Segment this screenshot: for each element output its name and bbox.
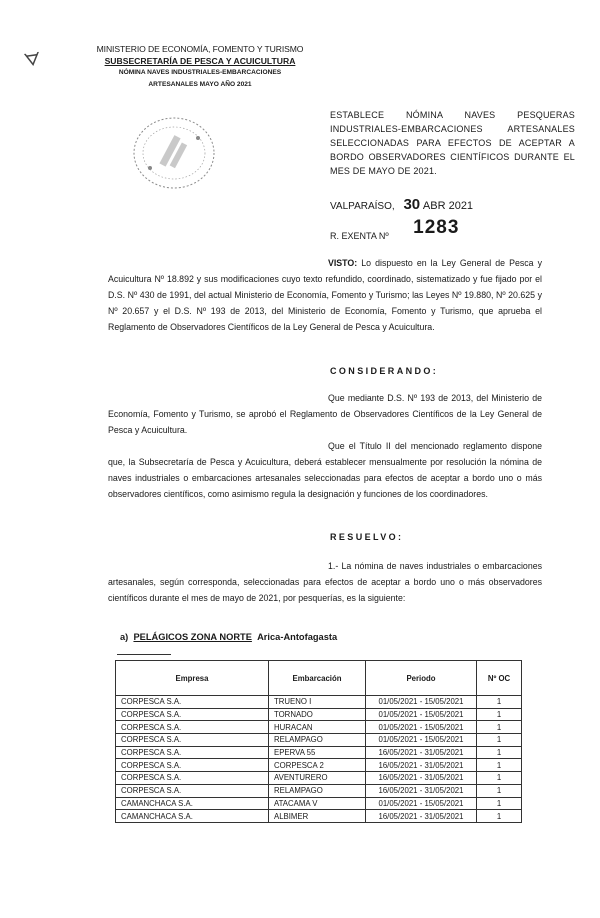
section-zone: Arica-Antofagasta bbox=[257, 632, 338, 642]
section-divider bbox=[117, 654, 171, 655]
considerando-heading: CONSIDERANDO: bbox=[330, 366, 439, 376]
cell-n-oc: 1 bbox=[477, 810, 522, 823]
cell-empresa: CORPESCA S.A. bbox=[116, 746, 269, 759]
resolution-number-line bbox=[330, 217, 460, 245]
table-header-row bbox=[116, 661, 522, 696]
cell-periodo: 01/05/2021 - 15/05/2021 bbox=[366, 708, 477, 721]
division-juridica-seal bbox=[128, 112, 220, 194]
cell-embarcacion: HURACAN bbox=[269, 721, 366, 734]
table-row bbox=[116, 810, 522, 823]
table-row bbox=[116, 772, 522, 785]
cell-empresa: CORPESCA S.A. bbox=[116, 772, 269, 785]
cell-embarcacion: AVENTURERO bbox=[269, 772, 366, 785]
cell-periodo: 16/05/2021 - 31/05/2021 bbox=[366, 784, 477, 797]
header-n-oc: Nº OC bbox=[477, 661, 522, 696]
cell-embarcacion: CORPESCA 2 bbox=[269, 759, 366, 772]
resuelvo-heading: RESUELVO: bbox=[330, 532, 404, 542]
cell-embarcacion: RELAMPAGO bbox=[269, 784, 366, 797]
cell-empresa: CAMANCHACA S.A. bbox=[116, 810, 269, 823]
document-header bbox=[70, 44, 330, 90]
date-day: 30 bbox=[403, 196, 421, 213]
cell-n-oc: 1 bbox=[477, 734, 522, 747]
resolution-summary: ESTABLECE NÓMINA NAVES PESQUERAS INDUSTRIALES-EMBARCACIONES ARTESANALES SELECCIONADAS PARA EFECTOS DE ACEPTAR A BORDO OBSERVADORES CIENTÍFICOS DURANTE EL MES DE MAYO DE 2021. bbox=[330, 110, 575, 176]
resuelvo-paragraph-1: 1.- La nómina de naves industriales o embarcaciones artesanales, según corresponda, seleccionadas para efectos de aceptar a bordo uno o más observadores científicos durante el mes de mayo de 2021, por pesquerías, es la siguiente: bbox=[108, 561, 542, 603]
table-row bbox=[116, 696, 522, 709]
cell-empresa: CORPESCA S.A. bbox=[116, 784, 269, 797]
resolution-label: R. EXENTA Nº bbox=[330, 231, 389, 241]
cell-n-oc: 1 bbox=[477, 772, 522, 785]
cell-n-oc: 1 bbox=[477, 696, 522, 709]
date-place: VALPARAÍSO, bbox=[330, 201, 395, 212]
subsecretaria-name: SUBSECRETARÍA DE PESCA Y ACUICULTURA bbox=[104, 55, 296, 66]
section-name: PELÁGICOS ZONA NORTE bbox=[133, 632, 252, 642]
cell-empresa: CAMANCHACA S.A. bbox=[116, 797, 269, 810]
header-embarcacion: Embarcación bbox=[269, 661, 366, 696]
cell-embarcacion: TORNADO bbox=[269, 708, 366, 721]
date-month-year: ABR 2021 bbox=[422, 200, 474, 212]
ministry-name: MINISTERIO DE ECONOMÍA, FOMENTO Y TURISMO bbox=[96, 44, 304, 54]
table-row bbox=[116, 746, 522, 759]
considerando-paragraph-1: Que mediante D.S. Nº 193 de 2013, del Ministerio de Economía, Fomento y Turismo, se aprobó el Reglamento de Observadores Científicos de la Ley General de Pesca y Acuicultura. bbox=[108, 393, 542, 435]
corner-handwritten-mark: ᗊ bbox=[22, 48, 43, 73]
table-row bbox=[116, 797, 522, 810]
header-subject-line-1: NÓMINA NAVES INDUSTRIALES-EMBARCACIONES bbox=[118, 69, 282, 76]
cell-periodo: 16/05/2021 - 31/05/2021 bbox=[366, 772, 477, 785]
visto-text: Lo dispuesto en la Ley General de Pesca y Acuicultura Nº 18.892 y sus modificaciones cuyo texto refundido, coordinado, sistematizado y fue fijado por el D.S. Nº 430 de 1991, del actual Ministerio de Economía, Fomento y Turismo; las Leyes Nº 19.880, Nº 20.625 y Nº 20.657 y el D.S. Nº 193 de 2013, del Ministerio de Economía, Fomento y Turismo, que aprueba el Reglamento de Observadores Científicos de la Ley General de Pesca y Acuicultura. bbox=[108, 258, 542, 332]
cell-empresa: CORPESCA S.A. bbox=[116, 696, 269, 709]
cell-periodo: 01/05/2021 - 15/05/2021 bbox=[366, 721, 477, 734]
cell-periodo: 16/05/2021 - 31/05/2021 bbox=[366, 746, 477, 759]
vessel-nomination-table bbox=[115, 660, 522, 823]
cell-n-oc: 1 bbox=[477, 759, 522, 772]
table-row bbox=[116, 721, 522, 734]
date-line bbox=[330, 196, 473, 213]
visto-label: VISTO: bbox=[328, 258, 358, 268]
table-row bbox=[116, 759, 522, 772]
header-periodo: Periodo bbox=[366, 661, 477, 696]
cell-empresa: CORPESCA S.A. bbox=[116, 708, 269, 721]
cell-periodo: 01/05/2021 - 15/05/2021 bbox=[366, 734, 477, 747]
cell-periodo: 01/05/2021 - 15/05/2021 bbox=[366, 797, 477, 810]
cell-embarcacion: RELAMPAGO bbox=[269, 734, 366, 747]
table-row bbox=[116, 784, 522, 797]
section-letter: a) bbox=[120, 632, 129, 642]
cell-periodo: 16/05/2021 - 31/05/2021 bbox=[366, 810, 477, 823]
table-row bbox=[116, 734, 522, 747]
cell-embarcacion: EPERVA 55 bbox=[269, 746, 366, 759]
cell-n-oc: 1 bbox=[477, 708, 522, 721]
cell-n-oc: 1 bbox=[477, 797, 522, 810]
cell-empresa: CORPESCA S.A. bbox=[116, 734, 269, 747]
considerando-paragraph-2: Que el Título II del mencionado reglamento dispone que, la Subsecretaría de Pesca y Acuicultura, deberá establecer mensualmente por resolución la nómina de naves industriales o embarcaciones artesanales seleccionadas para efectos de aceptar a bordo uno o más observadores científicos, como asimismo regula la designación y funciones de los coordinadores. bbox=[108, 441, 542, 499]
cell-embarcacion: TRUENO I bbox=[269, 696, 366, 709]
cell-n-oc: 1 bbox=[477, 721, 522, 734]
cell-n-oc: 1 bbox=[477, 784, 522, 797]
cell-periodo: 01/05/2021 - 15/05/2021 bbox=[366, 696, 477, 709]
cell-empresa: CORPESCA S.A. bbox=[116, 759, 269, 772]
section-a-title bbox=[120, 632, 337, 642]
cell-n-oc: 1 bbox=[477, 746, 522, 759]
resolution-number: 1283 bbox=[413, 217, 460, 238]
header-subject-line-2: ARTESANALES MAYO AÑO 2021 bbox=[148, 80, 252, 88]
table-row bbox=[116, 708, 522, 721]
cell-embarcacion: ATACAMA V bbox=[269, 797, 366, 810]
cell-embarcacion: ALBIMER bbox=[269, 810, 366, 823]
cell-empresa: CORPESCA S.A. bbox=[116, 721, 269, 734]
visto-paragraph bbox=[108, 255, 542, 335]
cell-periodo: 16/05/2021 - 31/05/2021 bbox=[366, 759, 477, 772]
header-empresa: Empresa bbox=[116, 661, 269, 696]
